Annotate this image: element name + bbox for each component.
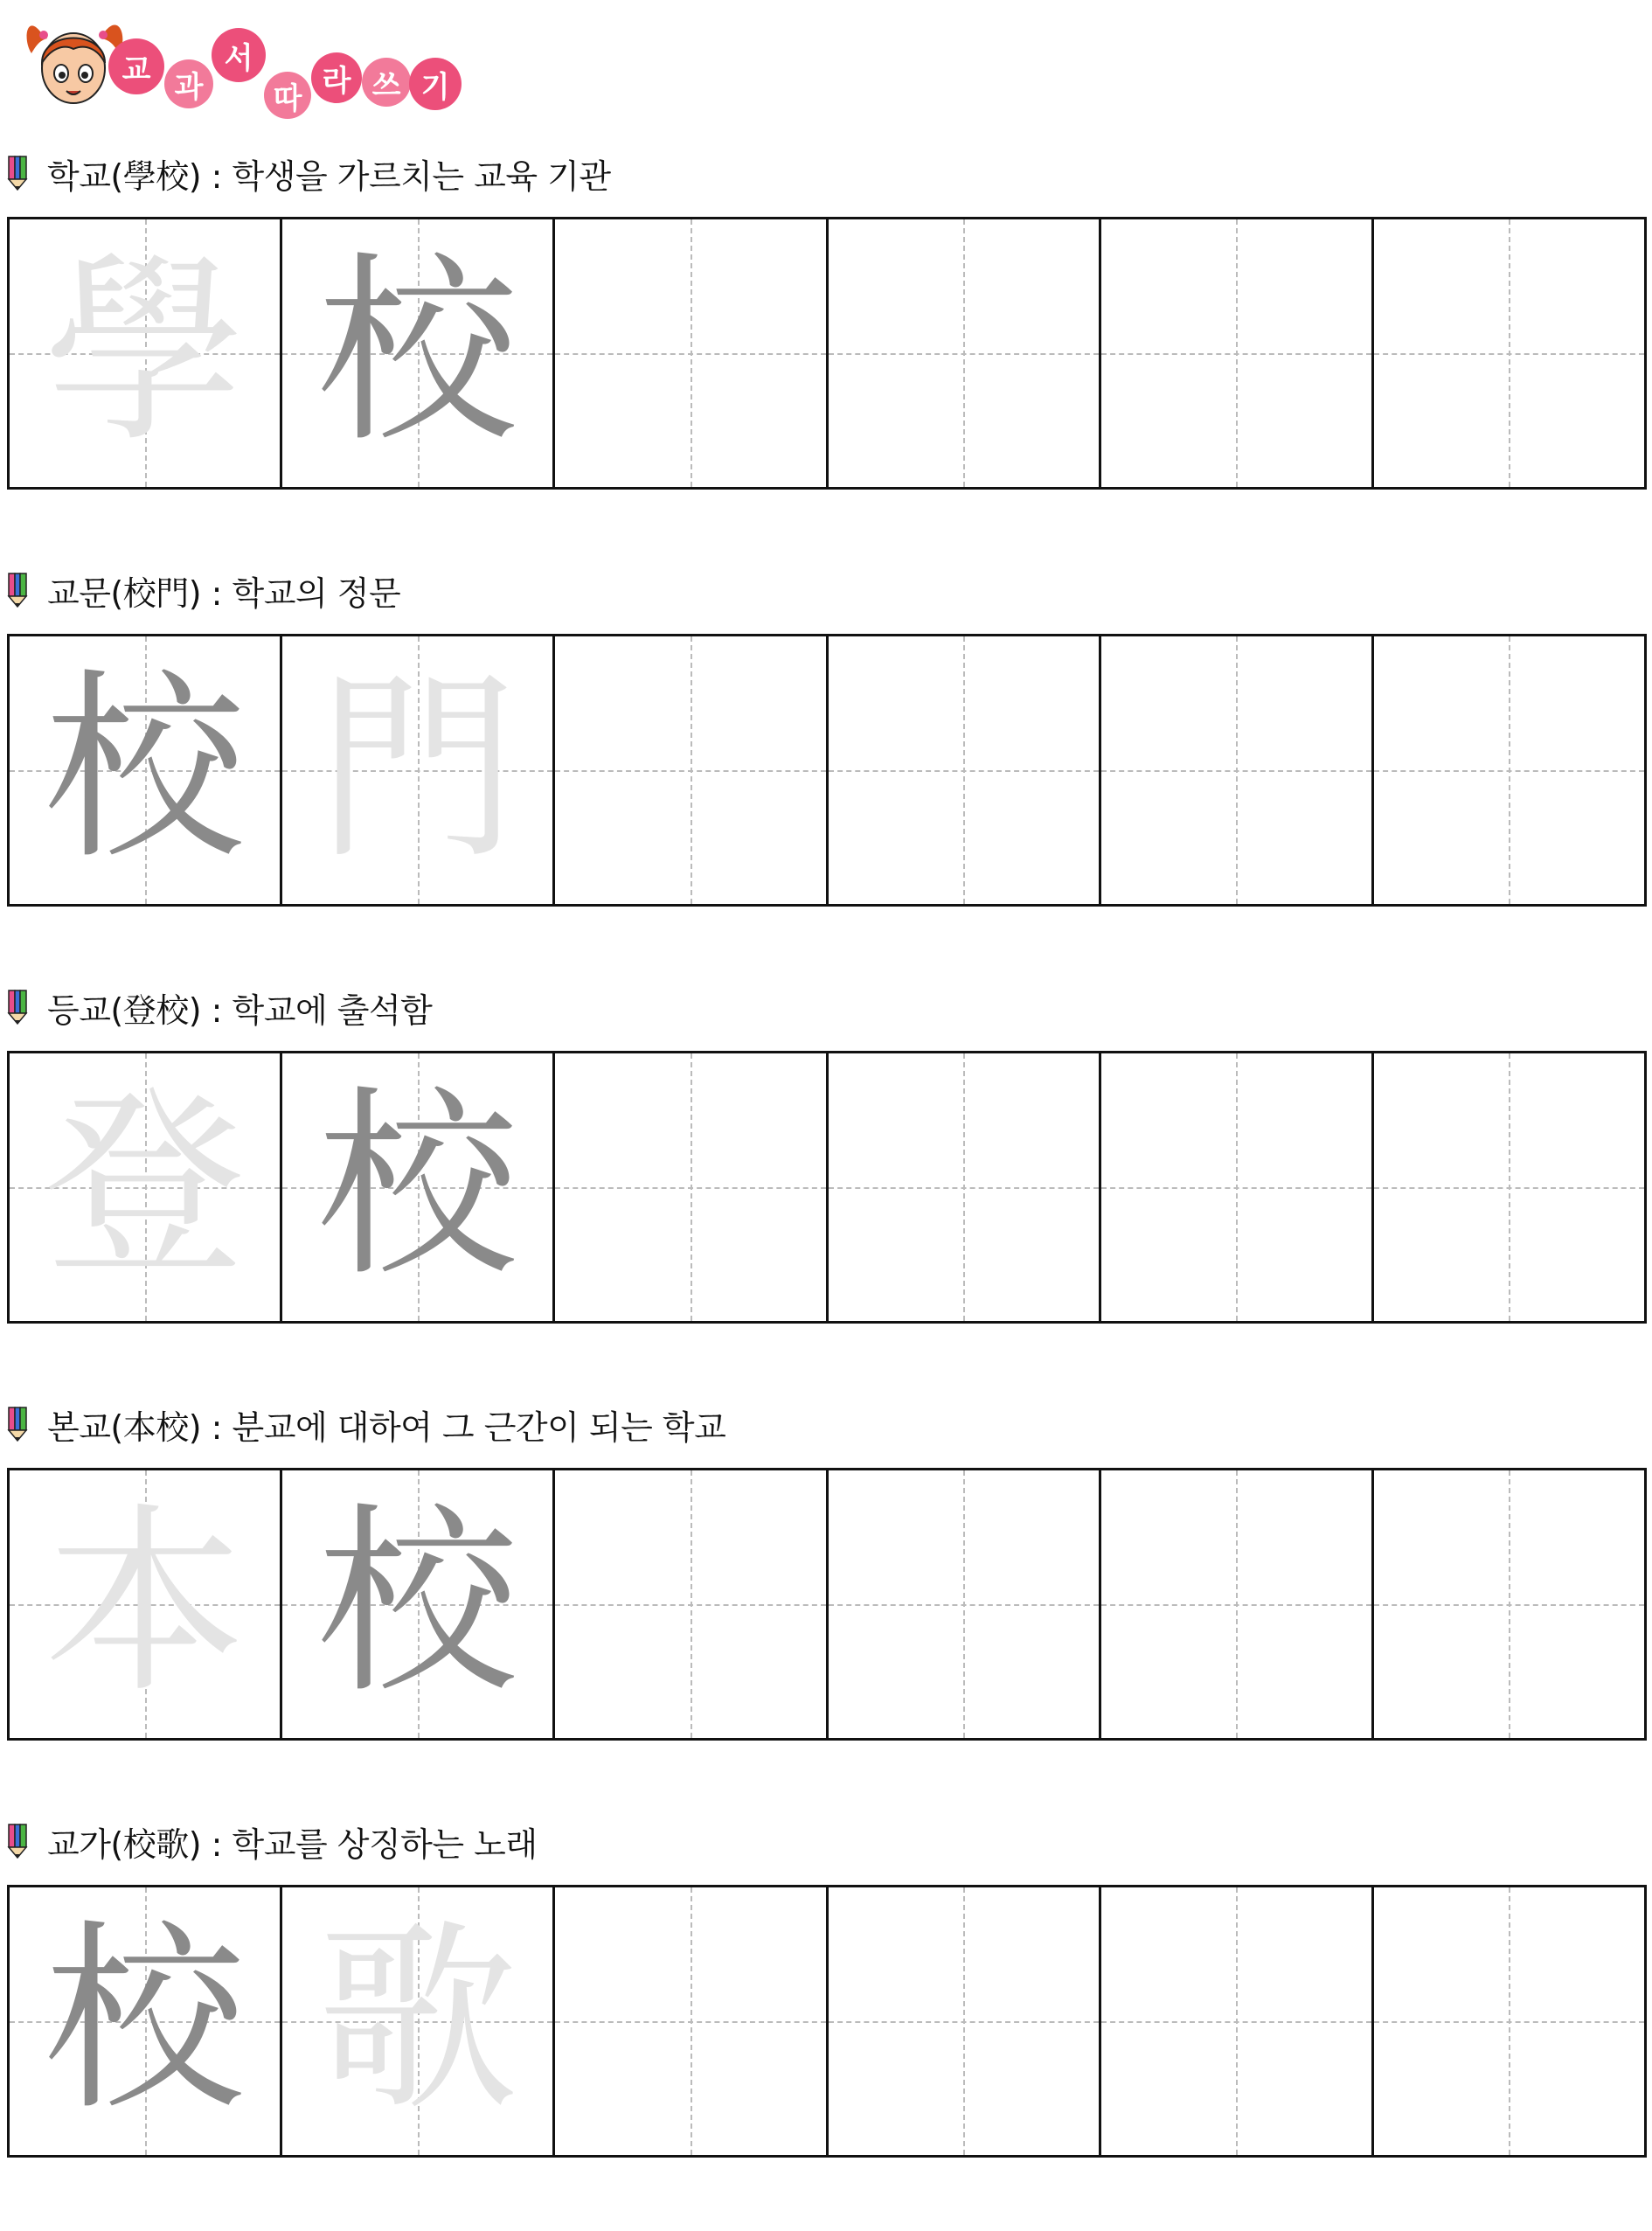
- pencil-icon: [7, 1406, 28, 1442]
- word-title-row: [7, 1815, 538, 1867]
- writing-cell[interactable]: [1374, 1887, 1647, 2155]
- trace-character: 校: [316, 1487, 518, 1720]
- writing-cell[interactable]: [1101, 1470, 1374, 1738]
- trace-character: 本: [44, 1487, 246, 1720]
- banner-syllable-3: 서: [212, 28, 266, 82]
- writing-cell[interactable]: [829, 636, 1101, 904]
- writing-cell[interactable]: [10, 1887, 282, 2155]
- trace-character: 校: [316, 1070, 518, 1303]
- pencil-icon: [7, 572, 28, 608]
- writing-cell[interactable]: [282, 1470, 555, 1738]
- writing-cell[interactable]: [555, 219, 828, 487]
- word-definition: 등교(登校) : 학교에 출석함: [47, 990, 433, 1030]
- writing-cell[interactable]: [282, 219, 555, 487]
- trace-character: 校: [44, 1904, 246, 2137]
- writing-cell[interactable]: [10, 1470, 282, 1738]
- banner-syllable-5: 라: [311, 52, 362, 103]
- writing-grid: [7, 1051, 1647, 1324]
- worksheet-banner: [24, 5, 479, 119]
- writing-cell[interactable]: [282, 1887, 555, 2155]
- writing-cell[interactable]: [555, 1053, 828, 1321]
- banner-syllable-6: 쓰: [362, 58, 411, 107]
- writing-cell[interactable]: [1101, 636, 1374, 904]
- word-title-row: [7, 147, 611, 199]
- trace-character: 登: [44, 1070, 246, 1303]
- trace-character: 歌: [316, 1904, 518, 2137]
- banner-syllable-7: 기: [409, 58, 462, 110]
- writing-cell[interactable]: [829, 1887, 1101, 2155]
- writing-cell[interactable]: [1101, 219, 1374, 487]
- writing-cell[interactable]: [282, 1053, 555, 1321]
- banner-syllable-2: 과: [164, 59, 213, 108]
- word-section-1: [0, 147, 1652, 563]
- writing-cell[interactable]: [1374, 1470, 1647, 1738]
- word-section-2: [0, 564, 1652, 980]
- trace-character: 校: [316, 236, 518, 469]
- word-section-3: [0, 981, 1652, 1397]
- word-definition: 학교(學校) : 학생을 가르치는 교육 기관: [47, 156, 611, 196]
- writing-grid: [7, 634, 1647, 907]
- word-definition: 본교(本校) : 분교에 대하여 그 근간이 되는 학교: [47, 1407, 726, 1447]
- trace-character: 學: [44, 236, 246, 469]
- writing-cell[interactable]: [1374, 636, 1647, 904]
- word-title-row: [7, 981, 432, 1033]
- banner-syllable-1: 교: [108, 38, 164, 94]
- word-title-row: [7, 564, 400, 616]
- writing-cell[interactable]: [829, 219, 1101, 487]
- pencil-icon: [7, 1823, 28, 1859]
- writing-cell[interactable]: [555, 636, 828, 904]
- writing-grid: [7, 217, 1647, 490]
- writing-cell[interactable]: [829, 1470, 1101, 1738]
- word-definition: 교가(校歌) : 학교를 상징하는 노래: [47, 1824, 538, 1864]
- pencil-icon: [7, 989, 28, 1025]
- writing-cell[interactable]: [1101, 1887, 1374, 2155]
- word-definition: 교문(校門) : 학교의 정문: [47, 573, 401, 613]
- writing-cell[interactable]: [10, 636, 282, 904]
- writing-grid: [7, 1468, 1647, 1741]
- writing-cell[interactable]: [10, 1053, 282, 1321]
- word-section-5: [0, 1815, 1652, 2231]
- writing-cell[interactable]: [1101, 1053, 1374, 1321]
- writing-cell[interactable]: [1374, 1053, 1647, 1321]
- trace-character: 校: [44, 653, 246, 886]
- writing-cell[interactable]: [10, 219, 282, 487]
- word-title-row: [7, 1398, 725, 1450]
- writing-cell[interactable]: [1374, 219, 1647, 487]
- writing-cell[interactable]: [282, 636, 555, 904]
- trace-character: 門: [316, 653, 518, 886]
- writing-cell[interactable]: [555, 1470, 828, 1738]
- pencil-icon: [7, 155, 28, 191]
- writing-cell[interactable]: [829, 1053, 1101, 1321]
- word-section-4: [0, 1398, 1652, 1814]
- writing-grid: [7, 1885, 1647, 2158]
- banner-syllable-4: 따: [264, 72, 311, 119]
- writing-cell[interactable]: [555, 1887, 828, 2155]
